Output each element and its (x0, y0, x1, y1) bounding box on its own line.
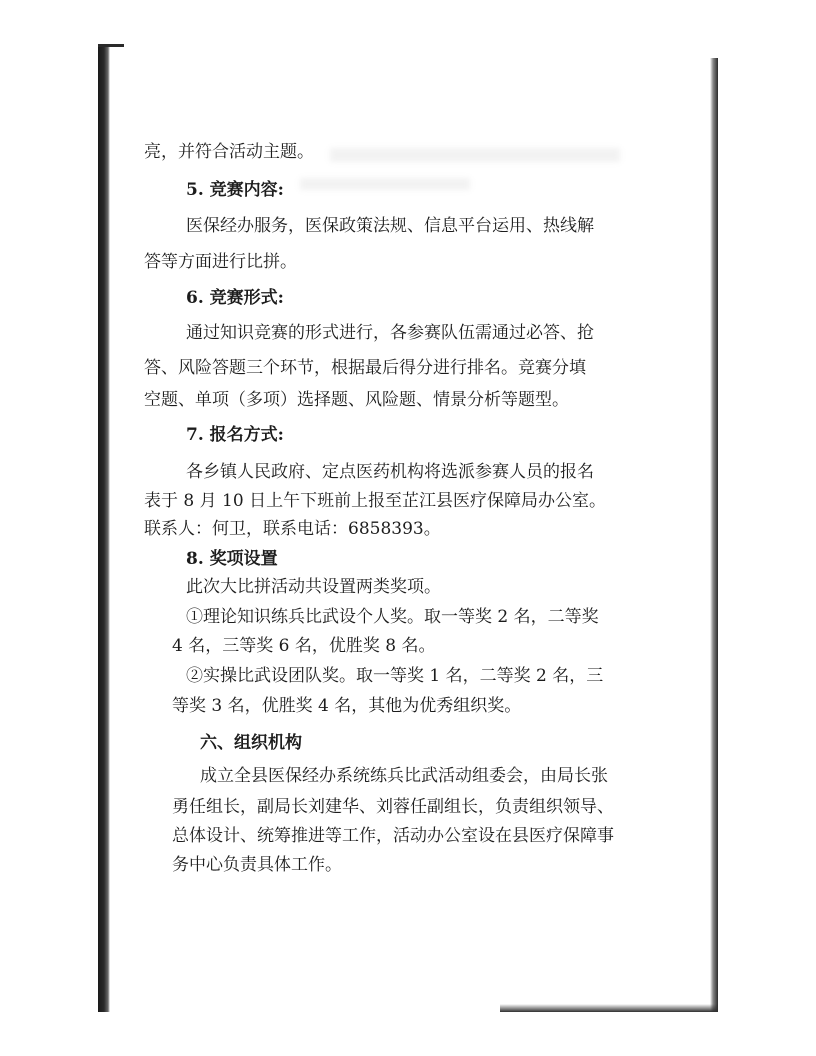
section-heading-competition-format: 6. 竞赛形式: (186, 288, 284, 308)
contact-line: 联系人：何卫，联系电话：6858393。 (144, 519, 441, 539)
text-line: 4 名，三等奖 6 名，优胜奖 8 名。 (172, 636, 436, 656)
text-line: 医保经办服务，医保政策法规、信息平台运用、热线解 (186, 216, 594, 236)
text-line: 亮，并符合活动主题。 (144, 142, 314, 162)
text-line: 表于 8 月 10 日上午下班前上报至芷江县医疗保障局办公室。 (144, 491, 607, 511)
text-line: 通过知识竞赛的形式进行，各参赛队伍需通过必答、抢 (186, 323, 594, 343)
show-through-mark (300, 178, 470, 190)
text-line: ①理论知识练兵比武设个人奖。取一等奖 2 名，二等奖 (186, 607, 599, 627)
text-line: 务中心负责具体工作。 (172, 855, 342, 875)
section-heading-competition-content: 5. 竞赛内容: (186, 180, 284, 200)
scan-left-edge (98, 44, 110, 1012)
section-heading-registration: 7. 报名方式: (186, 425, 284, 445)
text-line: 此次大比拼活动共设置两类奖项。 (186, 577, 441, 597)
text-line: 总体设计、统筹推进等工作，活动办公室设在县医疗保障事 (172, 826, 614, 846)
scan-right-edge (710, 58, 718, 1012)
section-heading-organization: 六、组织机构 (200, 733, 302, 753)
text-line: 勇任组长，副局长刘建华、刘蓉任副组长，负责组织领导、 (172, 797, 614, 817)
text-line: ②实操比武设团队奖。取一等奖 1 名，二等奖 2 名，三 (186, 666, 604, 686)
scan-bottom-edge (500, 1004, 718, 1012)
section-heading-awards: 8. 奖项设置 (186, 549, 278, 569)
show-through-mark (330, 148, 620, 162)
text-line: 等奖 3 名，优胜奖 4 名，其他为优秀组织奖。 (172, 696, 522, 716)
text-line: 成立全县医保经办系统练兵比武活动组委会，由局长张 (200, 766, 608, 786)
text-line: 空题、单项（多项）选择题、风险题、情景分析等题型。 (144, 390, 569, 410)
text-line: 各乡镇人民政府、定点医药机构将选派参赛人员的报名 (186, 462, 594, 482)
text-line: 答、风险答题三个环节，根据最后得分进行排名。竞赛分填 (144, 358, 586, 378)
scan-top-edge (98, 44, 124, 47)
text-line: 答等方面进行比拼。 (144, 252, 297, 272)
